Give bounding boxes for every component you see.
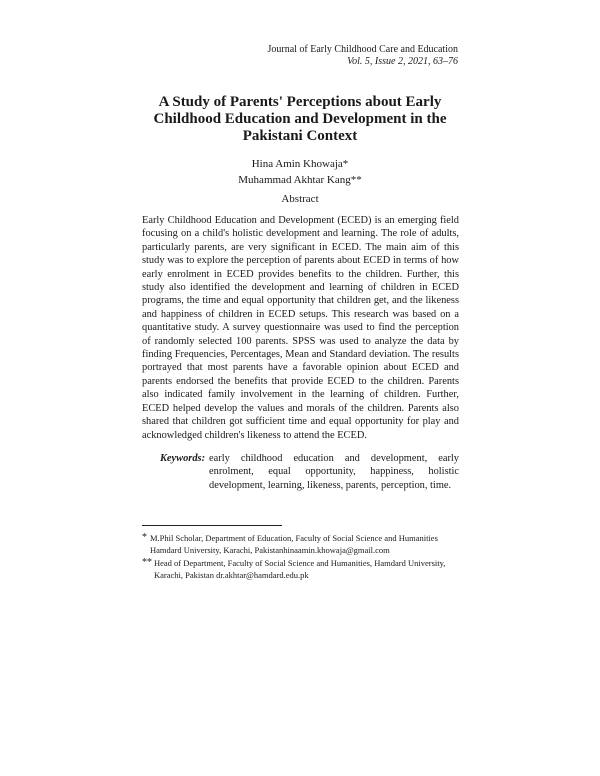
paper-title: A Study of Parents' Perceptions about Early Childhood Education and Development in the Pakistani Context — [153, 94, 447, 144]
footnote-1-text: M.Phil Scholar, Department of Education, Faculty of Social Science and Humanities Hamdard University, Karachi, Pakistanhinaamin.khowaja@gmail.com — [150, 533, 438, 555]
author-1: Hina Amin Khowaja* — [251, 158, 349, 170]
abstract-heading: Abstract — [281, 193, 319, 205]
footnote-2-text: Head of Department, Faculty of Social Science and Humanities, Hamdard University, Karachi, Pakistan dr.akhtar@hamdard.edu.pk — [154, 558, 446, 580]
footnote-2 — [142, 557, 462, 581]
footnote-2-mark: ** — [142, 557, 152, 568]
keywords-text: early childhood education and development, early enrolment, equal opportunity, happiness, holistic development, learning, likeness, parents, perception, time. — [209, 453, 459, 491]
abstract-body: Early Childhood Education and Development (ECED) is an emerging field focusing on a child's holistic development and learning. The role of adults, particularly parents, are very significant in ECED. The main aim of this study was to explore the perception of parents about ECED in terms of how early enrolment in ECED provides benefits to the children. Further, this study also identified the development and learning of children in ECED programs, the time and equal opportunity that children get, and the likeness and happiness of children in ECED setups. This research was based on a quantitative study. A survey questionnaire was used to find the perception of randomly selected 100 parents. SPSS was used to analyze the data by finding Frequencies, Percentages, Mean and Standard deviation. The results portrayed that most parents have a favorable opinion about ECED and parents endorsed the benefits that provide ECED to the children. Parents also indicated family involvement in the learning of children. Further, ECED helped develop the values and morals of the children. Parents also shared that children got sufficient time and equal opportunity for play and acknowledged children's likeness to attend the ECED. — [142, 215, 459, 441]
keywords — [160, 452, 459, 492]
footnote-1 — [142, 532, 462, 556]
journal-volume: Vol. 5, Issue 2, 2021, 63–76 — [347, 56, 458, 67]
journal-name: Journal of Early Childhood Care and Education — [267, 44, 458, 55]
journal-header — [267, 44, 458, 68]
keywords-label: Keywords: — [160, 453, 206, 464]
author-list — [140, 156, 460, 188]
footnote-divider — [142, 525, 282, 526]
footnote-1-mark: * — [142, 532, 147, 543]
author-2: Muhammad Akhtar Kang** — [238, 174, 362, 186]
footnotes — [142, 532, 462, 582]
